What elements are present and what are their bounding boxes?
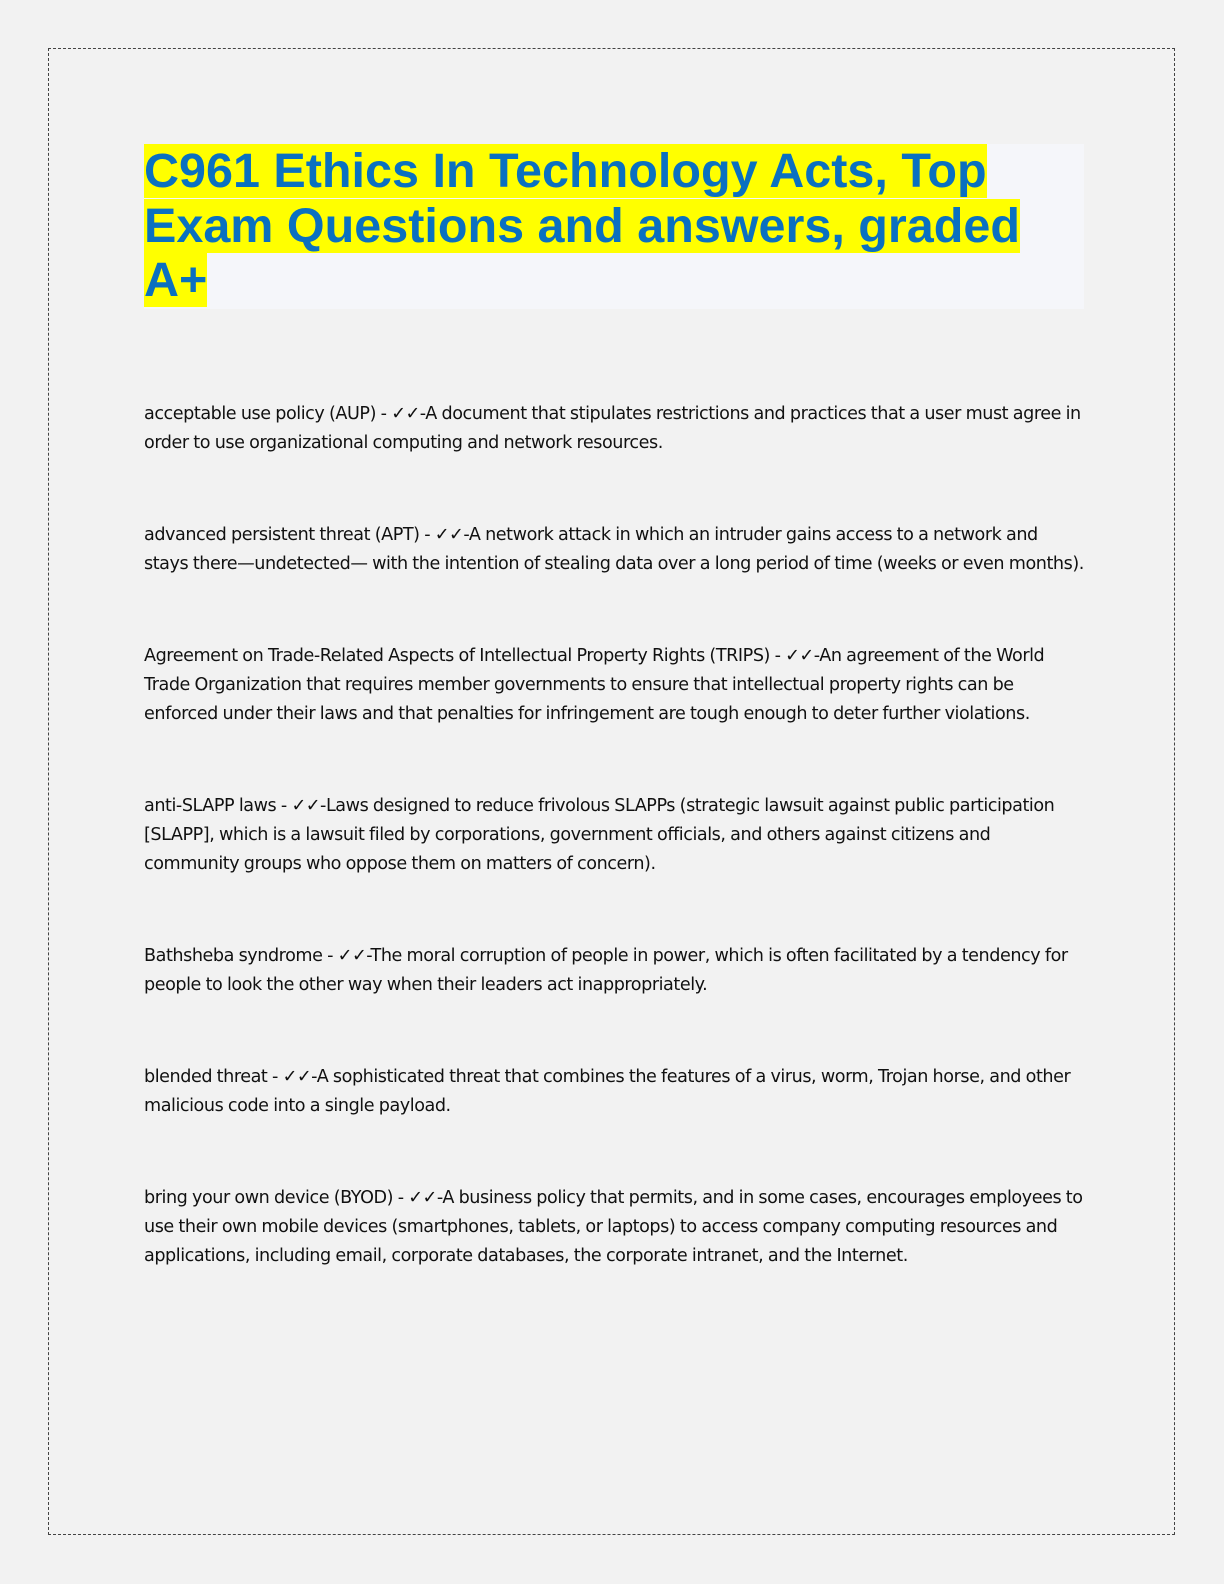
double-check-icon: ✓✓: [408, 1188, 437, 1208]
entry-definition: An agreement of the World Trade Organization that requires member governments to ensure that intellectual property rights can be enforced under their laws and that penalties for infringement are tough enough to deter further violations.: [144, 646, 1045, 724]
entry-list: [144, 400, 1084, 1271]
document-title: [144, 144, 1044, 308]
entry-definition: A document that stipulates restrictions and practices that a user must agree in order to use organizational computing and network resources.: [144, 404, 1081, 453]
entry-anti-slapp: anti-SLAPP laws - ✓✓-Laws designed to reduce frivolous SLAPPs (strategic lawsuit against public participation [SLAPP], which is a lawsuit filed by corporations, government officials, and others against citizens and community groups who oppose them on matters of concern).: [144, 796, 1055, 874]
double-check-icon: ✓✓: [434, 525, 464, 545]
title-highlight: C961 Ethics In Technology Acts, Top Exam Questions and answers, graded A+: [144, 144, 1020, 307]
entry-definition: Laws designed to reduce frivolous SLAPPs (strategic lawsuit against public participation [SLAPP], which is a lawsuit filed by corporations, government officials, and others against citizens and community groups who oppose them on matters of concern).: [144, 796, 1055, 874]
entry-term: advanced persistent threat (APT): [144, 525, 420, 545]
double-check-icon: ✓✓: [785, 646, 814, 666]
entry-term: anti-SLAPP laws: [144, 796, 277, 816]
entry-definition: A network attack in which an intruder gains access to a network and stays there—undetected— with the intention of stealing data over a long period of time (weeks or even months).: [144, 525, 1084, 574]
entry-trips: Agreement on Trade-Related Aspects of Intellectual Property Rights (TRIPS) - ✓✓-An agreement of the World Trade Organization that requires member governments to ensure that intellectual property rights can be enforced under their laws and that penalties for infringement are tough enough to deter further violations.: [144, 646, 1045, 724]
entry-term: bring your own device (BYOD): [144, 1188, 394, 1208]
entry-term: acceptable use policy (AUP): [144, 404, 376, 424]
entry-definition: A sophisticated threat that combines the features of a virus, worm, Trojan horse, and other malicious code into a single payload.: [144, 1067, 1071, 1116]
double-check-icon: ✓✓: [291, 796, 321, 816]
entry-apt: advanced persistent threat (APT) - ✓✓-A network attack in which an intruder gains access to a network and stays there—undetected— with the intention of stealing data over a long period of time (weeks or even months).: [144, 525, 1084, 574]
entry-definition: The moral corruption of people in power, which is often facilitated by a tendency for people to look the other way when their leaders act inappropriately.: [144, 946, 1068, 995]
entry-blended-threat: blended threat - ✓✓-A sophisticated threat that combines the features of a virus, worm, Trojan horse, and other malicious code into a single payload.: [144, 1067, 1071, 1116]
entry-term: Agreement on Trade-Related Aspects of Intellectual Property Rights (TRIPS): [144, 646, 770, 666]
entry-term: Bathsheba syndrome: [144, 946, 323, 966]
entry-bathsheba: Bathsheba syndrome - ✓✓-The moral corruption of people in power, which is often facilitated by a tendency for people to look the other way when their leaders act inappropriately.: [144, 946, 1068, 995]
double-check-icon: ✓✓: [282, 1067, 312, 1087]
double-check-icon: ✓✓: [391, 404, 420, 424]
entry-byod: bring your own device (BYOD) - ✓✓-A business policy that permits, and in some cases, encourages employees to use their own mobile devices (smartphones, tablets, or laptops) to access company computing resources and applications, including email, corporate databases, the corporate intranet, and the Internet.: [144, 1188, 1083, 1266]
entry-aup: acceptable use policy (AUP) - ✓✓-A document that stipulates restrictions and practices that a user must agree in order to use organizational computing and network resources.: [144, 404, 1081, 453]
entry-term: blended threat: [144, 1067, 268, 1087]
double-check-icon: ✓✓: [337, 946, 367, 966]
title-block: [144, 144, 1084, 309]
entry-definition: A business policy that permits, and in some cases, encourages employees to use their own mobile devices (smartphones, tablets, or laptops) to access company computing resources and applications, including email, corporate databases, the corporate intranet, and the Internet.: [144, 1188, 1083, 1266]
